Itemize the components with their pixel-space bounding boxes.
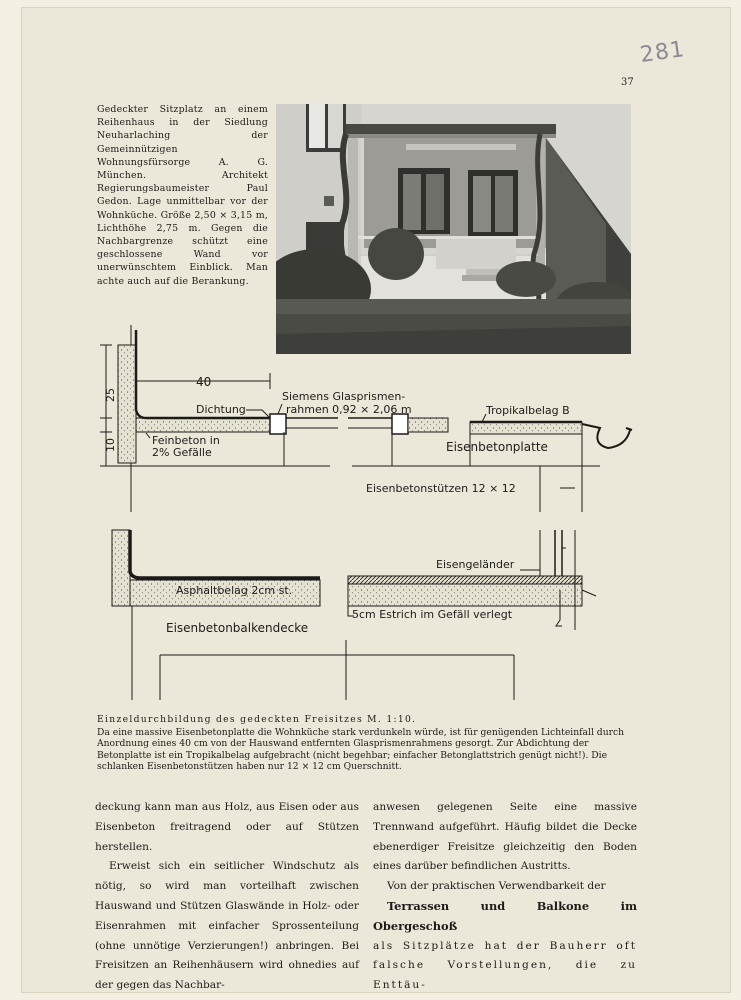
figure-caption <box>97 714 635 773</box>
dimension-25: 25 <box>104 388 117 402</box>
body-column-right <box>373 798 637 996</box>
label-feinbeton-line1: Feinbeton in <box>152 434 220 447</box>
page-number: 37 <box>621 77 634 88</box>
section-heading: Terrassen und Balkone im Obergeschoß <box>373 898 637 933</box>
label-tropikalbelag: Tropikalbelag B <box>486 404 570 417</box>
label-eisenbetonstuetzen: Eisenbetonstützen 12 × 12 <box>366 482 516 495</box>
paragraph: Von der praktischen Verwendbarkeit der <box>387 880 606 893</box>
figure-title: Einzeldurchbildung des gedeckten Freisitzes M. 1:10. <box>97 714 417 725</box>
paragraph: Erweist sich ein seitlicher Windschutz als nötig, so wird man vorteilhaft zwischen Hauswand und Stützen Glaswände in Holz- oder Eisenrahmen mit einfacher Sprossenteilung (ohne unnötige Verzierungen!) anbringen. Bei Freisitzen an Reihenhäusern wird ohnedies auf der gegen das Nachbar- <box>95 860 359 992</box>
label-eisenbetonbalkendecke: Eisenbetonbalkendecke <box>166 621 309 635</box>
dimension-40: 40 <box>196 375 212 389</box>
dimension-10: 10 <box>104 438 117 452</box>
label-siemens-line2: rahmen 0,92 × 2,06 m <box>286 403 412 416</box>
label-feinbeton-line2: 2% Gefälle <box>152 446 212 459</box>
label-estrich: 5cm Estrich im Gefäll verlegt <box>352 608 513 621</box>
paragraph: deckung kann man aus Holz, aus Eisen oder aus Eisenbeton freitragend oder auf Stützen herstellen. <box>95 801 359 853</box>
body-column-left <box>95 798 359 996</box>
paragraph: als Sitzplätze hat der Bauherr oft falsche Vorstellungen, die zu Enttäu- <box>373 939 637 992</box>
label-eisengelaender: Eisengeländer <box>436 558 515 571</box>
label-eisenbetonplatte: Eisenbetonplatte <box>446 440 548 454</box>
label-asphaltbelag: Asphaltbelag 2cm st. <box>176 584 293 597</box>
handwritten-archive-number: 281 <box>638 36 687 69</box>
label-dichtung: Dichtung <box>196 403 246 416</box>
photo-caption: Gedeckter Sitzplatz an einem Reihenhaus in der Siedlung Neuharlaching der Gemeinnützigen Wohnungsfürsorge A. G. München. Architekt Regierungsbaumeister Paul Gedon. Lage unmittelbar vor der Wohnküche. Größe 2,50 × 3,15 m, Lichthöhe 2,75 m. Gegen die Nachbargrenze schützt eine geschlossene Wand vor unerwünschtem Einblick. Man achte auch auf die Berankung. <box>97 104 268 287</box>
paragraph: anwesen gelegenen Seite eine massive Trennwand aufgeführt. Häufig bildet die Decke ebenerdiger Freisitze gleichzeitig den Boden eines darüber befindlichen Austritts. <box>373 801 637 873</box>
figure-description: Da eine massive Eisenbetonplatte die Wohnküche stark verdunkeln würde, ist für genügenden Lichteinfall durch Anordnung eines 40 cm von der Hauswand entfernten Glasprismenrahmens gesorgt. Zur Abdichtung der Betonplatte ist ein Tropikalbelag aufgebracht (nicht begehbar; einfacher Betonglattstrich genügt nicht!). Die schlanken Eisenbetonstützen haben nur 12 × 12 cm Querschnitt. <box>97 726 625 773</box>
label-siemens-line1: Siemens Glasprismen- <box>282 390 406 403</box>
